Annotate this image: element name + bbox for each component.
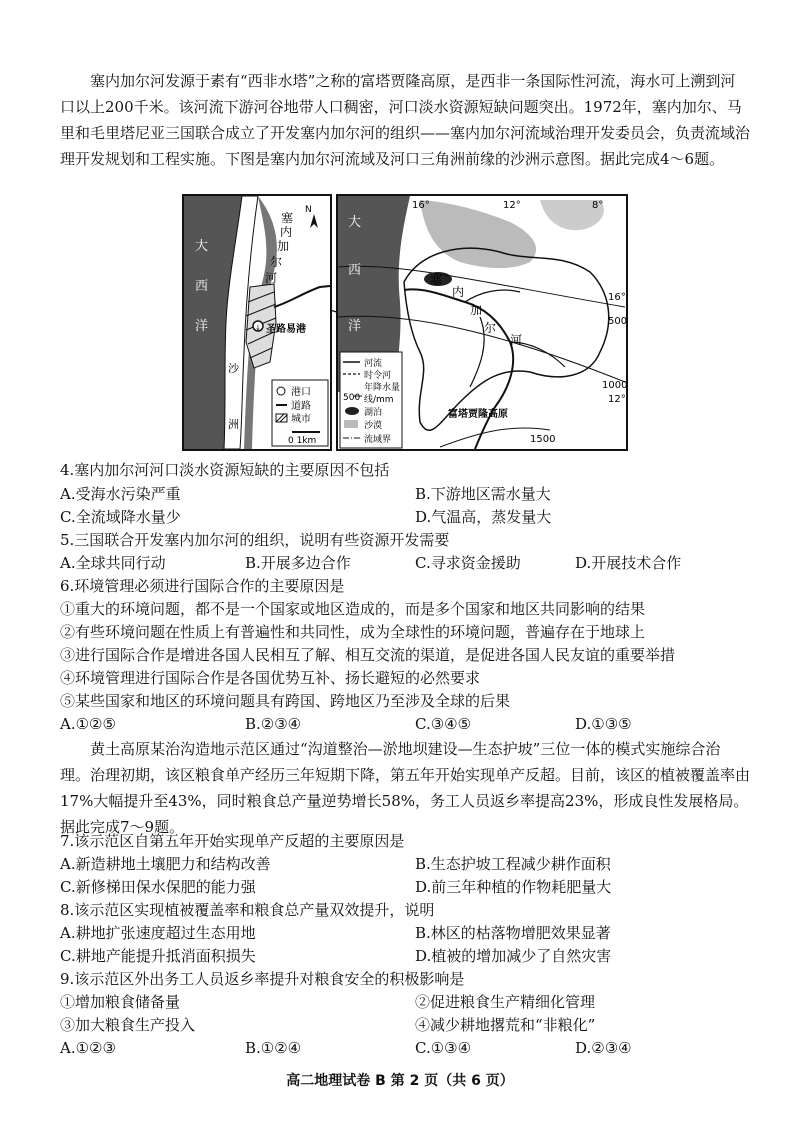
q4-option-c[interactable]: C.全流域降水量少 bbox=[60, 508, 181, 526]
svg-text:西: 西 bbox=[348, 263, 362, 278]
q9-option-b[interactable]: B.①②④ bbox=[245, 1039, 302, 1057]
question-9-stem: 9.该示范区外出务工人员返乡率提升对粮食安全的积极影响是 bbox=[60, 970, 465, 988]
svg-text:加: 加 bbox=[277, 239, 290, 253]
svg-text:塞: 塞 bbox=[430, 273, 443, 287]
left-ocean-label-3: 洋 bbox=[195, 319, 209, 334]
q8-option-b[interactable]: B.林区的枯落物增肥效果显著 bbox=[415, 924, 611, 942]
q9-item-1: ①增加粮食储备量 bbox=[60, 993, 181, 1011]
q9-item-3: ③加大粮食生产投入 bbox=[60, 1016, 196, 1034]
question-6-stem: 6.环境管理必须进行国际合作的主要原因是 bbox=[60, 577, 345, 595]
senegal-river-map bbox=[180, 192, 630, 454]
q7-option-a[interactable]: A.新造耕地土壤肥力和结构改善 bbox=[60, 855, 271, 873]
q7-option-c[interactable]: C.新修梯田保水保肥的能力强 bbox=[60, 878, 256, 896]
svg-text:加: 加 bbox=[470, 303, 483, 317]
svg-text:洲: 洲 bbox=[228, 418, 239, 431]
passage-loess-plateau: 黄土高原某治沟造地示范区通过“沟道整治—淤地坝建设—生态护坡”三位一体的模式实施综合治理。治理初期，该区粮食单产经历三年短期下降，第五年开始实现单产反超。目前，该区的植被覆盖率由17%大幅提升至43%，同时粮食总产量逆势增长58%，务工人员返乡率提高23%，形成良性发展格局。据此完成7～9题。 bbox=[60, 740, 751, 836]
passage-intro-senegal: 塞内加尔河发源于素有“西非水塔”之称的富塔贾隆高原，是西非一条国际性河流，海水可上溯到河口以上200千米。该河流下游河谷地带人口稠密，河口淡水资源短缺问题突出。1972年，塞内加尔、马里和毛里塔尼亚三国联合成立了开发塞内加尔河的组织——塞内加尔河流域治理开发委员会，负责流域治理开发规划和工程实施。下图是塞内加尔河流域及河口三角洲前缘的沙洲示意图。据此完成4～6题。 bbox=[60, 72, 751, 168]
svg-text:年降水量: 年降水量 bbox=[364, 383, 401, 393]
page-footer: 高二地理试卷 B 第 2 页（共 6 页） bbox=[286, 1073, 514, 1089]
port-city-label: 圣路易港 bbox=[266, 324, 306, 335]
left-ocean-label-2: 西 bbox=[195, 279, 209, 294]
svg-text:湖泊: 湖泊 bbox=[364, 408, 383, 418]
q8-option-a[interactable]: A.耕地扩张速度超过生态用地 bbox=[60, 924, 256, 942]
q6-option-b[interactable]: B.②③④ bbox=[245, 715, 302, 733]
svg-text:尔: 尔 bbox=[270, 255, 283, 269]
svg-text:尔: 尔 bbox=[484, 321, 497, 335]
question-4-stem: 4.塞内加尔河河口淡水资源短缺的主要原因不包括 bbox=[60, 461, 390, 479]
q6-item-4: ④环境管理进行国际合作是各国优势互补、扬长避短的必然要求 bbox=[60, 669, 481, 687]
q9-option-c[interactable]: C.①③④ bbox=[415, 1039, 472, 1057]
q9-option-d[interactable]: D.②③④ bbox=[575, 1039, 632, 1057]
q6-item-1: ①重大的环境问题，都不是一个国家或地区造成的，而是多个国家和地区共同影响的结果 bbox=[60, 600, 646, 618]
svg-text:500: 500 bbox=[608, 316, 628, 327]
svg-text:1500: 1500 bbox=[530, 434, 556, 445]
svg-text:塞: 塞 bbox=[281, 211, 294, 225]
map-left-panel bbox=[183, 195, 331, 450]
q5-option-a[interactable]: A.全球共同行动 bbox=[60, 554, 166, 572]
q8-option-c[interactable]: C.耕地产能提升抵消面积损失 bbox=[60, 947, 256, 965]
svg-text:城市: 城市 bbox=[291, 414, 311, 425]
svg-text:8°: 8° bbox=[592, 200, 604, 211]
map-right-panel bbox=[337, 195, 627, 450]
q8-option-d[interactable]: D.植被的增加减少了自然灾害 bbox=[415, 947, 612, 965]
q5-option-d[interactable]: D.开展技术合作 bbox=[575, 554, 682, 572]
q6-option-c[interactable]: C.③④⑤ bbox=[415, 715, 472, 733]
svg-text:12°: 12° bbox=[608, 394, 626, 405]
svg-text:线/mm: 线/mm bbox=[364, 395, 394, 405]
left-ocean-label-1: 大 bbox=[195, 239, 209, 254]
q6-option-a[interactable]: A.①②⑤ bbox=[60, 715, 116, 733]
q6-option-d[interactable]: D.①③⑤ bbox=[575, 715, 632, 733]
svg-text:0 1km: 0 1km bbox=[288, 436, 317, 446]
svg-text:大: 大 bbox=[348, 215, 362, 230]
svg-text:流域界: 流域界 bbox=[364, 435, 392, 445]
question-7-stem: 7.该示范区自第五年开始实现单产反超的主要原因是 bbox=[60, 832, 405, 850]
svg-text:道路: 道路 bbox=[291, 401, 311, 412]
svg-text:内: 内 bbox=[452, 285, 465, 299]
svg-text:12°: 12° bbox=[503, 200, 521, 211]
svg-text:N: N bbox=[305, 205, 312, 215]
question-5-stem: 5.三国联合开发塞内加尔河的组织，说明有些资源开发需要 bbox=[60, 531, 450, 549]
q7-option-b[interactable]: B.生态护坡工程减少耕作面积 bbox=[415, 855, 611, 873]
svg-text:1000: 1000 bbox=[602, 380, 628, 391]
q6-item-3: ③进行国际合作是增进各国人民相互了解、相互交流的渠道，是促进各国人民友谊的重要举措 bbox=[60, 646, 676, 664]
svg-text:港口: 港口 bbox=[291, 387, 311, 398]
q4-option-a[interactable]: A.受海水污染严重 bbox=[60, 485, 181, 503]
q4-option-b[interactable]: B.下游地区需水量大 bbox=[415, 485, 551, 503]
svg-text:沙: 沙 bbox=[228, 362, 239, 375]
question-8-stem: 8.该示范区实现植被覆盖率和粮食总产量双效提升，说明 bbox=[60, 901, 435, 919]
q9-item-4: ④减少耕地撂荒和“非粮化” bbox=[415, 1016, 596, 1034]
svg-text:河: 河 bbox=[265, 271, 278, 285]
svg-text:16°: 16° bbox=[608, 292, 626, 303]
q7-option-d[interactable]: D.前三年种植的作物耗肥量大 bbox=[415, 878, 612, 896]
q6-item-5: ⑤某些国家和地区的环境问题具有跨国、跨地区乃至涉及全球的后果 bbox=[60, 692, 511, 710]
svg-text:16°: 16° bbox=[412, 200, 430, 211]
svg-text:内: 内 bbox=[280, 225, 293, 239]
svg-text:时令河: 时令河 bbox=[364, 371, 392, 381]
svg-text:河流: 河流 bbox=[364, 359, 383, 369]
q5-option-b[interactable]: B.开展多边合作 bbox=[245, 554, 351, 572]
highland-label: 富塔贾隆高原 bbox=[448, 409, 508, 420]
svg-text:↓: ↓ bbox=[255, 324, 261, 332]
q4-option-d[interactable]: D.气温高，蒸发量大 bbox=[415, 508, 552, 526]
svg-text:沙漠: 沙漠 bbox=[364, 421, 383, 431]
svg-text:河: 河 bbox=[510, 333, 523, 347]
svg-text:500: 500 bbox=[343, 393, 361, 403]
q6-item-2: ②有些环境问题在性质上有普遍性和共同性，成为全球性的环境问题，普遍存在于地球上 bbox=[60, 623, 646, 641]
svg-text:洋: 洋 bbox=[348, 319, 362, 334]
q9-item-2: ②促进粮食生产精细化管理 bbox=[415, 993, 596, 1011]
q5-option-c[interactable]: C.寻求资金援助 bbox=[415, 554, 521, 572]
q9-option-a[interactable]: A.①②③ bbox=[60, 1039, 116, 1057]
